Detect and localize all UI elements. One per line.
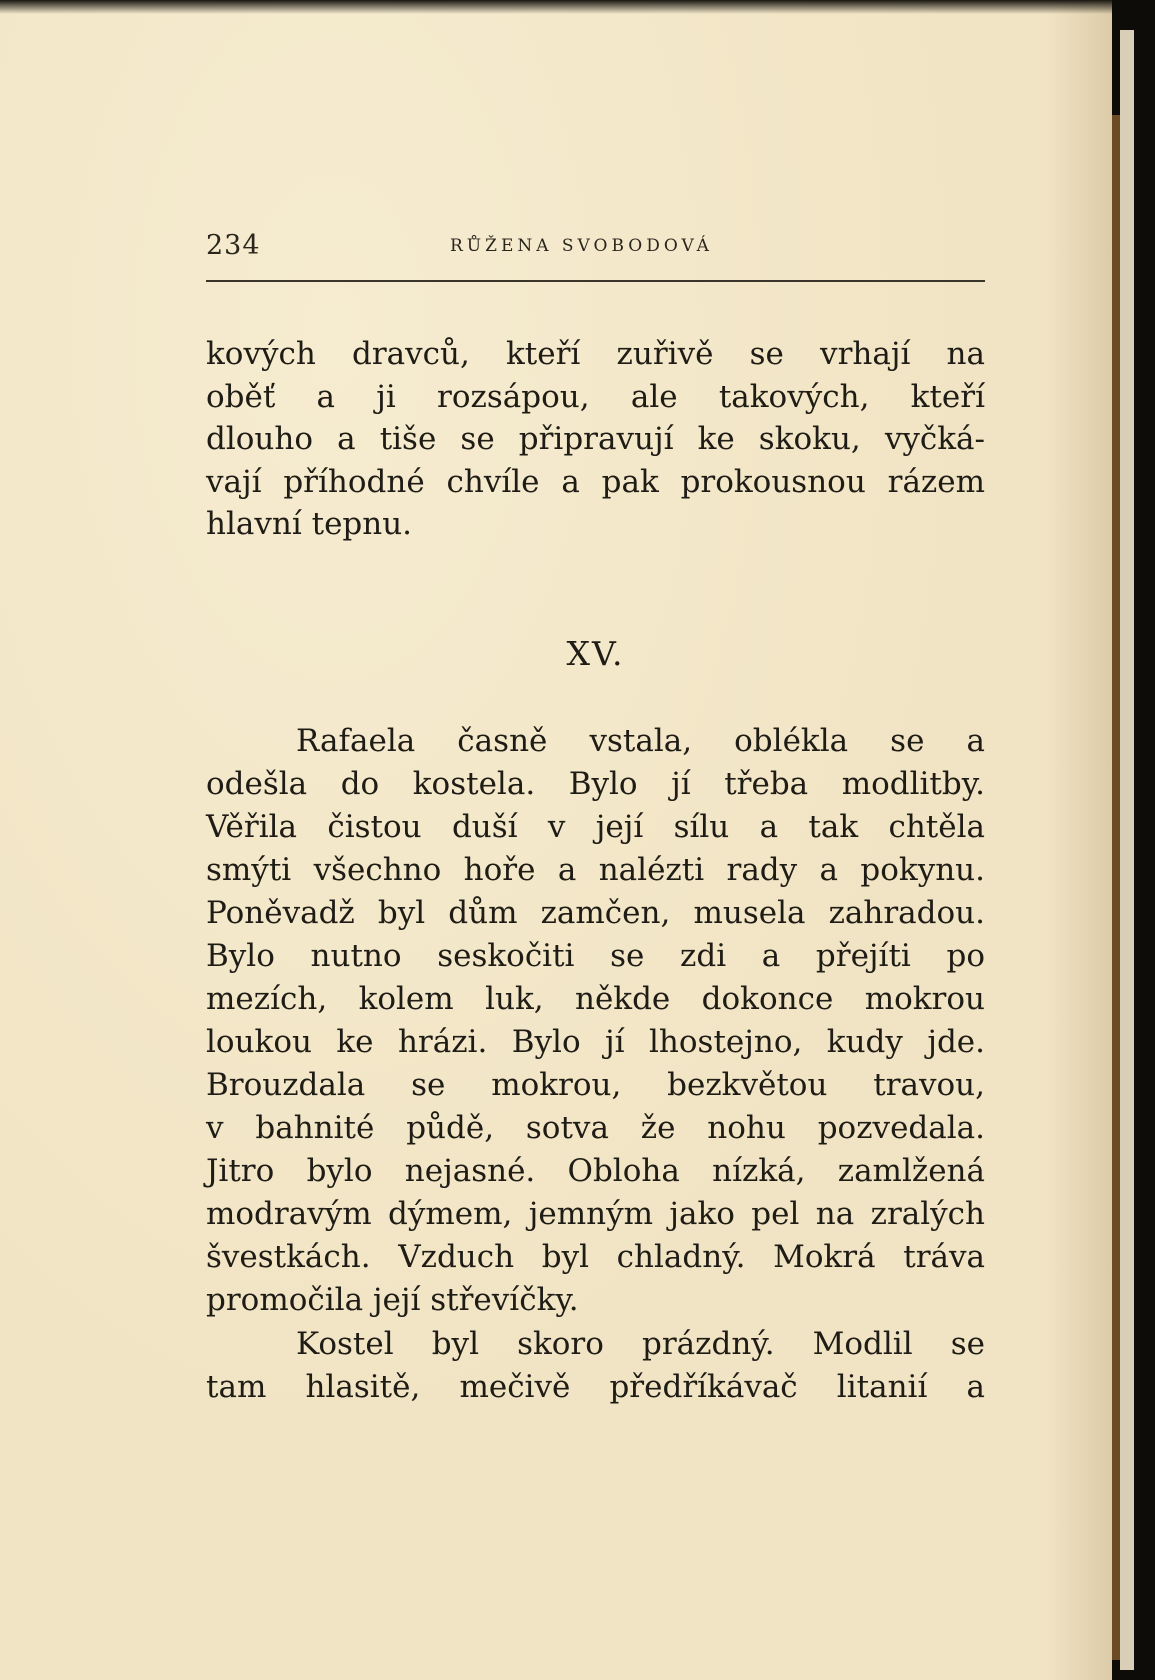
page-top-shadow <box>0 0 1112 14</box>
next-page-edge <box>1120 30 1134 1670</box>
text-line: Kostel byl skoro prázdný. Modlil se <box>296 1326 985 1362</box>
text-line: loukou ke hrázi. Bylo jí lhostejno, kudy jde. <box>206 1024 985 1060</box>
text-line: dlouho a tiše se připravují ke skoku, vyčká- <box>206 421 985 457</box>
text-line: hlavní tepnu. <box>206 506 413 542</box>
text-line: tam hlasitě, mečivě předříkávač litanií a <box>206 1369 985 1405</box>
chapter-heading: XV. <box>566 634 625 673</box>
text-line: vají příhodné chvíle a pak prokousnou rázem <box>206 464 985 500</box>
running-head: RŮŽENA SVOBODOVÁ <box>450 236 713 256</box>
text-line: modravým dýmem, jemným jako pel na zralých <box>206 1196 985 1232</box>
text-line: v bahnité půdě, sotva že nohu pozvedala. <box>206 1110 985 1146</box>
text-line: kových dravců, kteří zuřivě se vrhají na <box>206 336 985 372</box>
text-line: Bylo nutno seskočiti se zdi a přejíti po <box>206 938 985 974</box>
text-line: Brouzdala se mokrou, bezkvětou travou, <box>206 1067 985 1103</box>
text-line: Věřila čistou duší v její sílu a tak chtěla <box>206 809 985 845</box>
text-line: švestkách. Vzduch byl chladný. Mokrá tráva <box>206 1239 985 1275</box>
text-line: odešla do kostela. Bylo jí třeba modlitby. <box>206 766 985 802</box>
page-header <box>206 230 986 266</box>
text-line: promočila její střevíčky. <box>206 1282 579 1318</box>
text-line: Poněvadž byl dům zamčen, musela zahradou. <box>206 895 985 931</box>
text-line: Rafaela časně vstala, oblékla se a <box>296 723 985 759</box>
text-line: mezích, kolem luk, někde dokonce mokrou <box>206 981 985 1017</box>
text-line: smýti všechno hoře a nalézti rady a pokynu. <box>206 852 985 888</box>
text-line: Jitro bylo nejasné. Obloha nízká, zamlžená <box>206 1153 985 1189</box>
binding-strip <box>1112 115 1120 1660</box>
page-number: 234 <box>206 230 261 261</box>
header-rule <box>206 280 985 282</box>
text-line: oběť a ji rozsápou, ale takových, kteří <box>206 379 985 415</box>
